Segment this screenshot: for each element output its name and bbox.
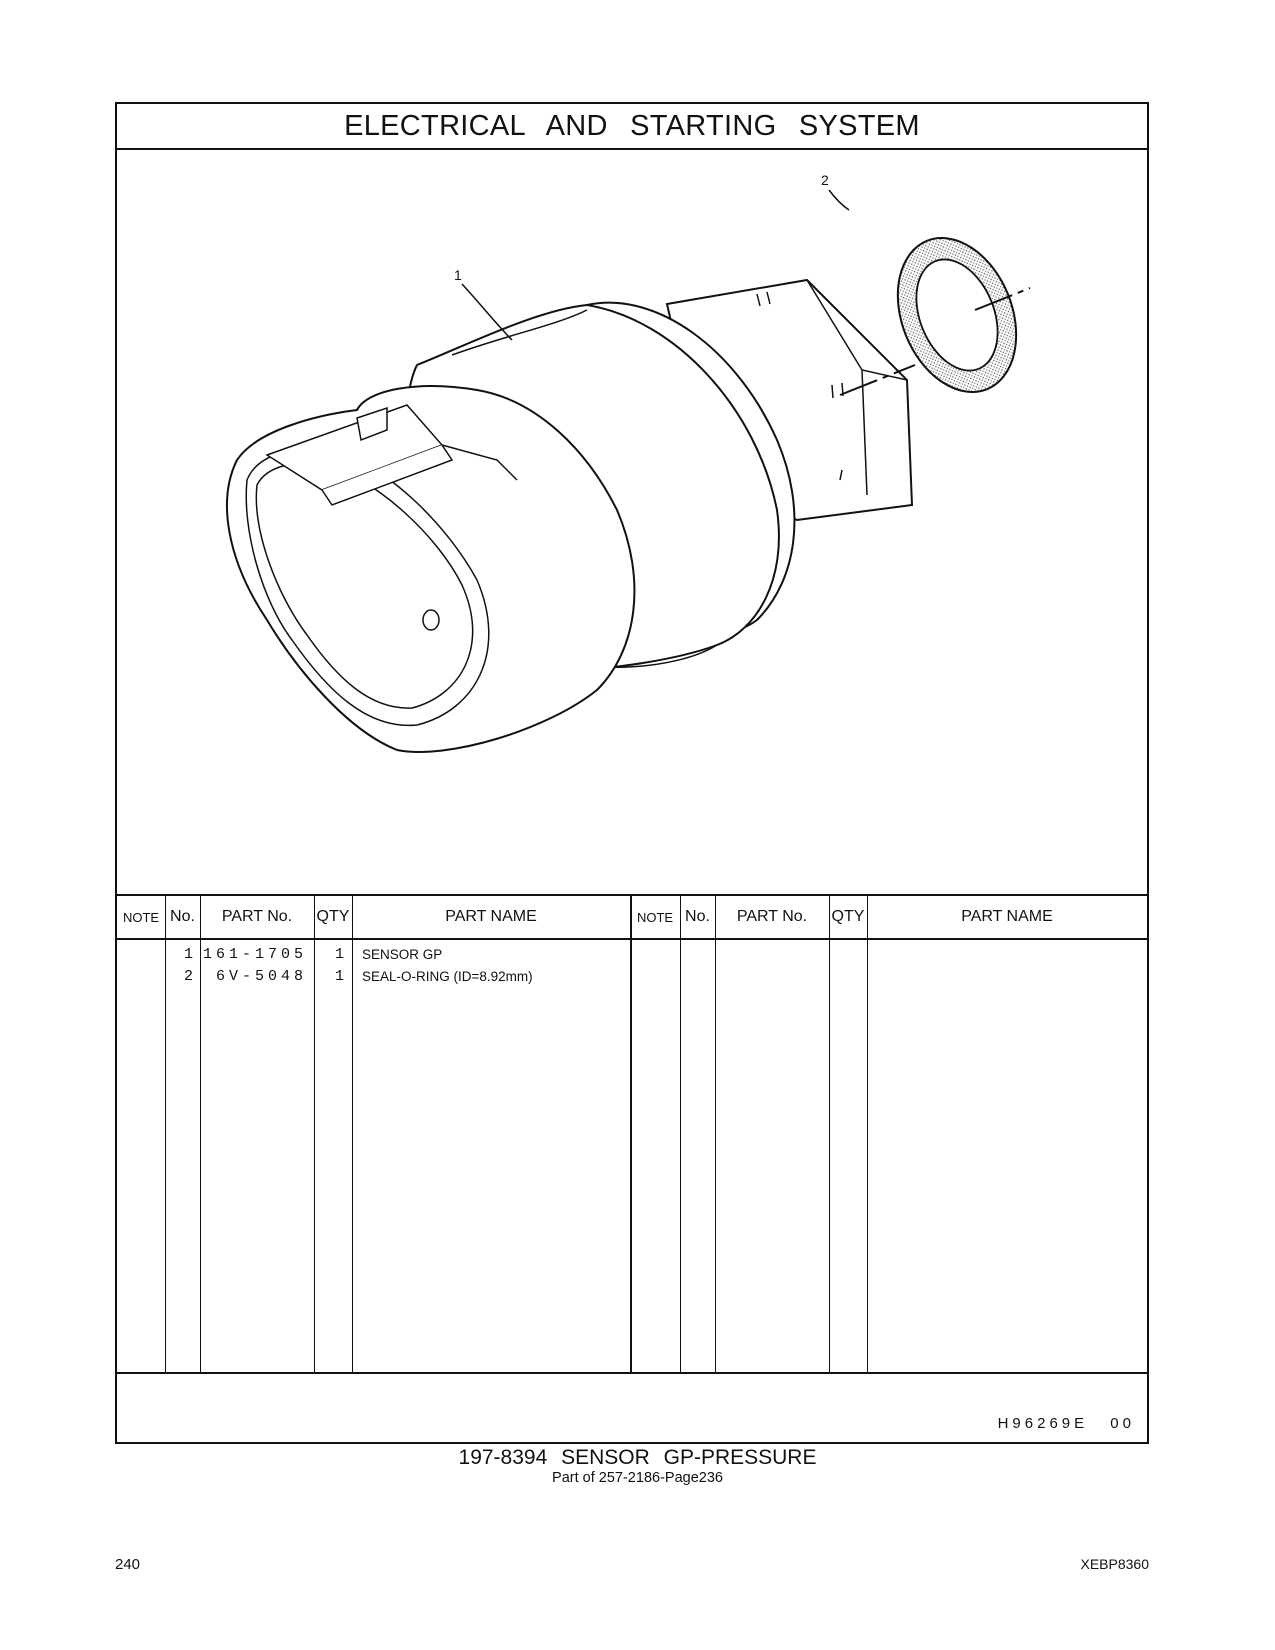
callout-1-label: 1 (454, 267, 462, 283)
callout-2-label: 2 (821, 172, 829, 188)
document-code: XEBP8360 (1080, 1556, 1149, 1572)
row-no: 1 (183, 946, 193, 963)
table-row (117, 944, 1147, 966)
row-part-no: 161-1705 (202, 946, 307, 963)
row-part-name: SENSOR GP (362, 947, 443, 962)
row-no: 2 (183, 968, 193, 985)
header-note-2: NOTE (636, 909, 674, 925)
header-note: NOTE (122, 909, 160, 925)
page-number: 240 (115, 1556, 141, 1573)
parts-page-frame (115, 102, 1149, 1444)
page-title: ELECTRICAL AND STARTING SYSTEM (344, 109, 920, 142)
row-part-no: 6V-5048 (215, 968, 307, 985)
header-no-2: No. (685, 908, 710, 925)
illustration-code: H96269E 00 (997, 1415, 1135, 1432)
header-band (117, 104, 1147, 150)
header-qty-2: QTY (831, 908, 865, 925)
parts-table (117, 894, 1147, 1372)
group-title: 197-8394 SENSOR GP-PRESSURE (458, 1446, 817, 1469)
group-subtitle: Part of 257-2186-Page236 (552, 1470, 723, 1486)
table-row (117, 966, 1147, 988)
header-part-no: PART No. (221, 908, 293, 925)
header-part-name: PART NAME (445, 908, 537, 925)
sensor-illustration (117, 150, 1147, 894)
illustration-footer (117, 1372, 1147, 1444)
row-qty: 1 (334, 968, 344, 985)
row-part-name: SEAL-O-RING (ID=8.92mm) (362, 969, 533, 984)
header-part-no-2: PART No. (736, 908, 808, 925)
exploded-view-drawing (117, 150, 1147, 894)
header-no: No. (170, 908, 195, 925)
header-part-name-2: PART NAME (961, 908, 1053, 925)
table-header-row (117, 896, 1147, 940)
header-qty: QTY (316, 908, 350, 925)
row-qty: 1 (334, 946, 344, 963)
